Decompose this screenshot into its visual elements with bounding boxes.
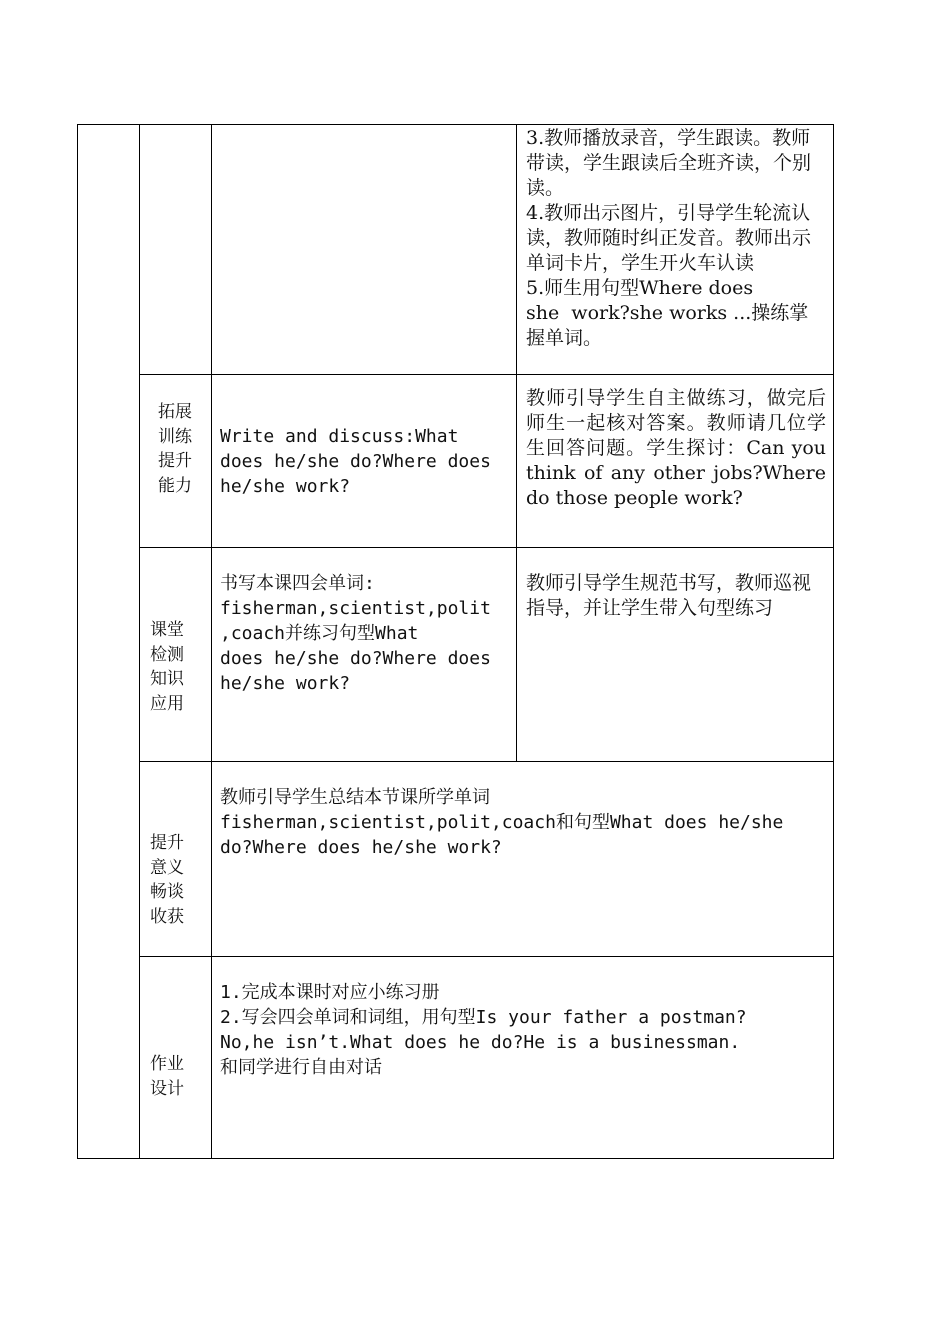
check-content: 书写本课四会单词: fisherman,scientist,polit ,coach并练习句型What does he/she do?Where does he/she work? — [220, 573, 491, 694]
table-top-border — [77, 124, 834, 125]
col-divider-3 — [516, 124, 517, 762]
extension-stage-label: 拓展 训练 提升 能力 — [158, 402, 192, 496]
row-divider-3 — [139, 761, 834, 762]
homework-content: 1.完成本课时对应小练习册 2.写会四会单词和词组，用句型Is your father a postman? No,he isn’t.What does he do?He is a businessman. 和同学进行自由对话 — [220, 982, 747, 1078]
extension-teacher-activity: 教师引导学生自主做练习，做完后师生一起核对答案。教师请几位学生回答问题。学生探讨：Can you think of any other jobs?Where do those people work? — [526, 387, 833, 509]
row-divider-1 — [139, 374, 834, 375]
summary-content: 教师引导学生总结本节课所学单词 fisherman,scientist,polit,coach和句型What does he/she do?Where does he/she work? — [220, 787, 784, 858]
row-divider-4 — [139, 956, 834, 957]
check-teacher-activity: 教师引导学生规范书写，教师巡视指导，并让学生带入句型练习 — [526, 572, 812, 619]
homework-stage-label: 作业 设计 — [150, 1054, 184, 1099]
col-divider-1 — [139, 124, 140, 1159]
row-divider-2 — [139, 547, 834, 548]
col-divider-2 — [211, 124, 212, 1159]
table-bottom-border — [77, 1158, 834, 1159]
practice-teacher-activity: 3.教师播放录音，学生跟读。教师带读，学生跟读后全班齐读，个别读。 4.教师出示图片，引导学生轮流认读，教师随时纠正发音。教师出示单词卡片，学生开火车认读 5.师生用句型Where does she work?she works ...操练掌握单词。 — [526, 127, 812, 349]
table-right-border — [833, 124, 834, 1159]
check-stage-label: 课堂 检测 知识 应用 — [150, 620, 184, 714]
extension-content: Write and discuss:What does he/she do?Where does he/she work? — [220, 426, 491, 497]
summary-stage-label: 提升 意义 畅谈 收获 — [150, 833, 184, 927]
table-left-border — [77, 124, 78, 1159]
